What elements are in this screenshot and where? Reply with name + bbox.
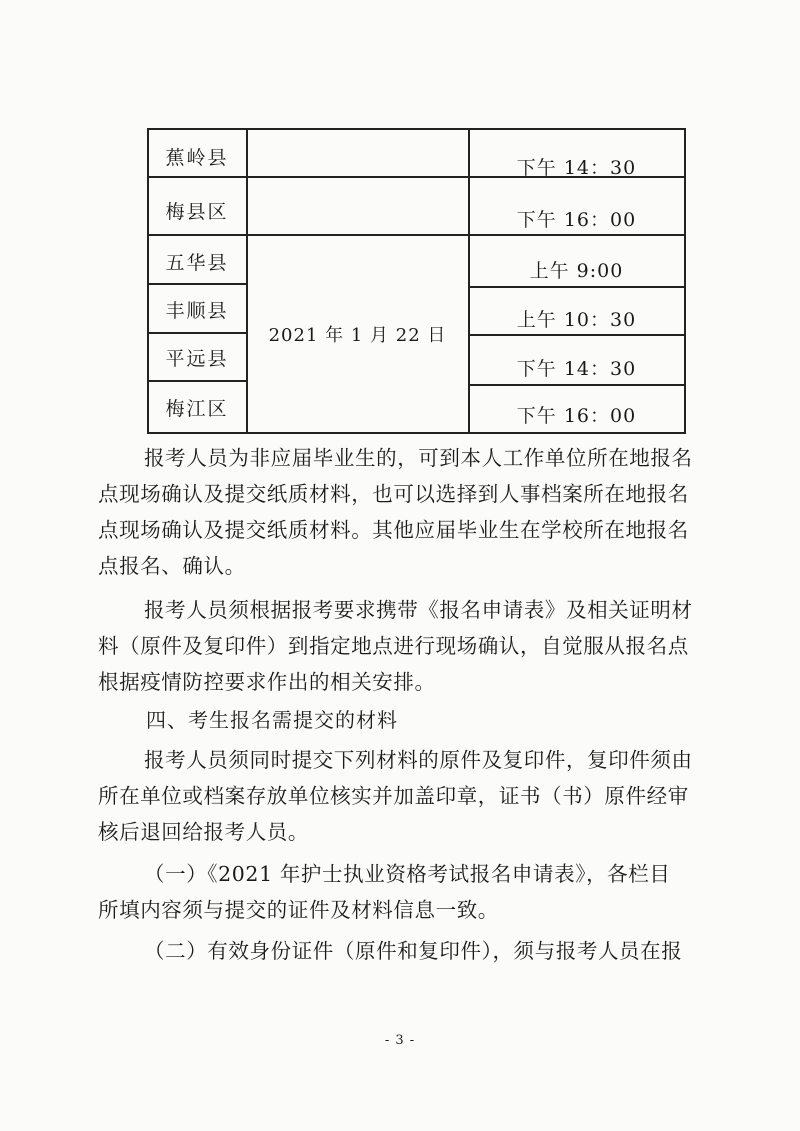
paragraph-item-two [98, 933, 700, 969]
time-cell: 上午 10：30 [516, 308, 637, 331]
schedule-table [147, 128, 686, 434]
county-cell: 丰顺县 [165, 299, 229, 322]
time-cell: 下午 16：00 [516, 404, 637, 427]
text-line: 料（原件及复印件）到指定地点进行现场确认，自觉服从报名点 [98, 634, 689, 658]
page-number: - 3 - [384, 1033, 416, 1048]
text-line: 核后退回给报考人员。 [98, 820, 309, 844]
county-cell: 蕉岭县 [165, 146, 229, 169]
table-line [147, 332, 247, 334]
county-cell: 平远县 [165, 347, 229, 370]
time-cell: 下午 16：00 [516, 208, 637, 231]
text-line: 根据疫情防控要求作出的相关安排。 [98, 670, 436, 694]
text-line: 所在单位或档案存放单位核实并加盖印章，证书（书）原件经审 [98, 784, 689, 808]
date-cell [247, 178, 468, 233]
county-cell: 梅江区 [165, 397, 229, 420]
time-cell: 下午 14：30 [516, 357, 637, 380]
text-line: 报考人员为非应届毕业生的，可到本人工作单位所在地报名 [144, 446, 693, 470]
paragraph-onsite-confirmation [98, 592, 700, 700]
paragraph-item-one [98, 856, 700, 928]
time-cell: 上午 9:00 [529, 259, 624, 282]
paragraph-materials-intro [98, 742, 700, 850]
date-cell [247, 130, 468, 175]
text-line: 报考人员须根据报考要求携带《报名申请表》及相关证明材 [144, 598, 693, 622]
time-cell: 下午 14：30 [516, 156, 637, 179]
text-line: 点现场确认及提交纸质材料。其他应届毕业生在学校所在地报名 [98, 518, 689, 542]
merged-date-cell: 2021 年 1 月 22 日 [268, 325, 447, 346]
section-heading: 四、考生报名需提交的材料 [146, 708, 398, 732]
text-line: 点报名、确认。 [98, 554, 246, 578]
county-cell: 五华县 [165, 251, 229, 274]
text-line: 点现场确认及提交纸质材料，也可以选择到人事档案所在地报名 [98, 482, 689, 506]
paragraph-non-graduates [98, 440, 700, 584]
table-line [147, 283, 247, 285]
text-line: 所填内容须与提交的证件及材料信息一致。 [98, 898, 499, 922]
text-line: 报考人员须同时提交下列材料的原件及复印件，复印件须由 [144, 748, 693, 772]
table-border-right [684, 128, 686, 434]
text-line: （一）《2021 年护士执业资格考试报名申请表》，各栏目 [144, 862, 671, 886]
county-cell: 梅县区 [165, 200, 229, 223]
text-line: （二）有效身份证件（原件和复印件），须与报考人员在报 [144, 939, 683, 963]
table-line [147, 380, 247, 382]
